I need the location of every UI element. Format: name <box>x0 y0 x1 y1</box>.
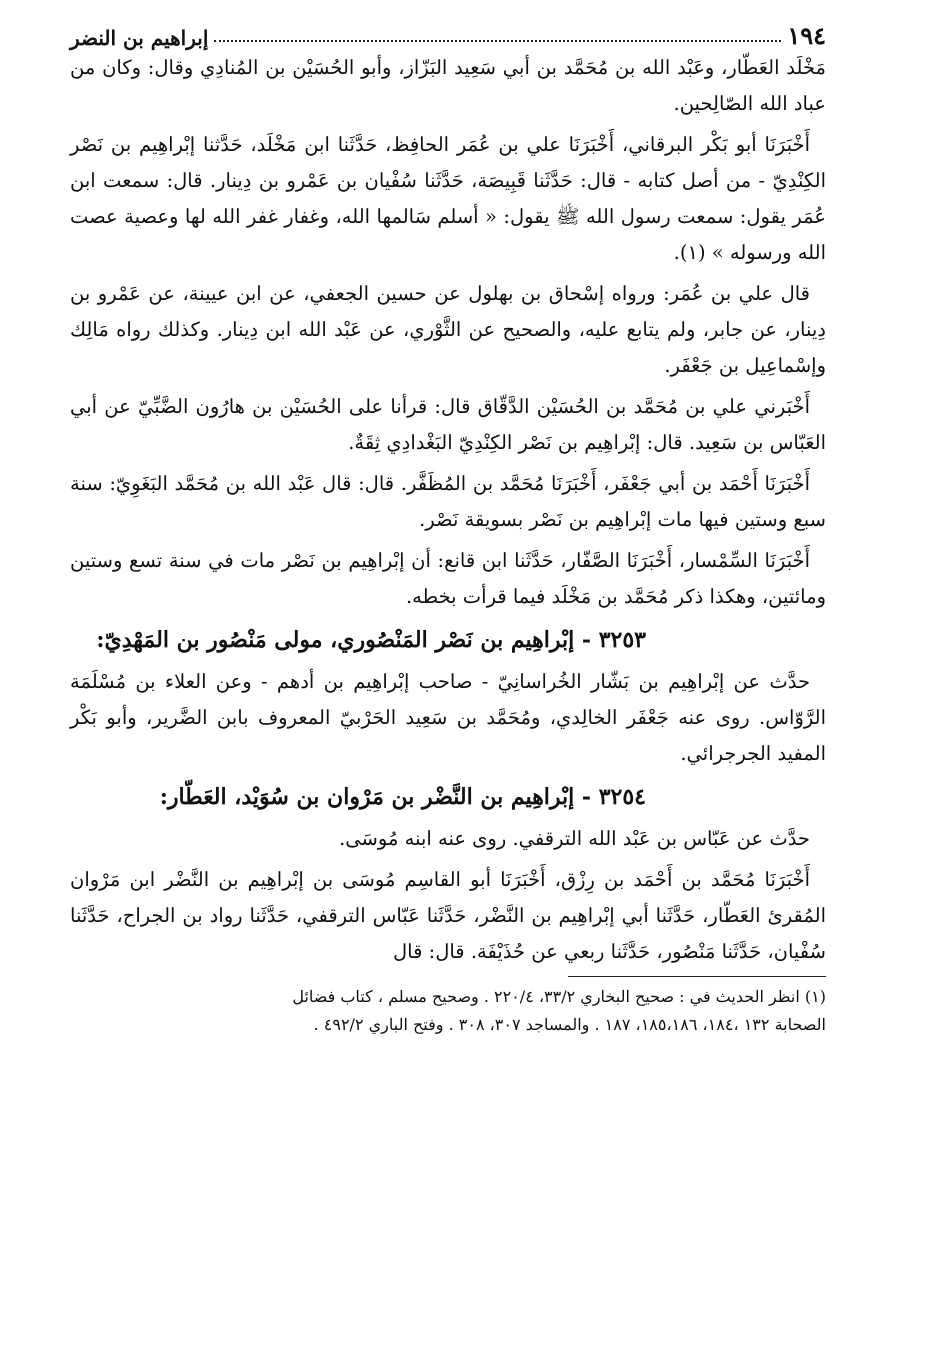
paragraph-3: قال علي بن عُمَر: ورواه إسْحاق بن بهلول عن حسين الجعفي، عن ابن عيينة، عن عَمْرو بن دِينار، عن جابر، ولم يتابع عليه، والصحيح عن الثَّوْري، عن عَبْد الله ابن دِينار. وكذلك رواه مَالِك وإسْماعِيل بن جَعْفَر. <box>70 282 826 377</box>
entry-heading-3253: ٣٢٥٣ - إبْراهِيم بن نَصْر المَنْصُوري، مولى مَنْصُور بن المَهْدِيّ: <box>96 627 646 653</box>
entry-3254-text-1: حدَّث عن عَبّاس بن عَبْد الله الترقفي. روى عنه ابنه مُوسَى. <box>339 827 810 850</box>
entry-3253-text: حدَّث عن إبْراهِيم بن بَشّار الخُراسانِيّ - صاحب إبْراهِيم بن أدهم - وعن العلاء بن مُسْلَمَة الرَّوّاس. روى عنه جَعْفَر الخالِدي، ومُحَمَّد بن سَعِيد الحَرْبيّ المعروف بابن الضَّرير، وأبو بَكْر المفيد الجرجرائي. <box>70 670 826 765</box>
running-title: إبراهيم بن النضر <box>70 26 209 50</box>
footnote <box>70 983 826 1039</box>
page-header <box>70 8 826 50</box>
header-dotted-leader <box>214 40 781 42</box>
paragraph-5: أَخْبَرَنَا أَحْمَد بن أبي جَعْفَر، أَخْبَرَنَا مُحَمَّد بن المُظَفَّر. قال: قال عَبْد الله بن مُحَمَّد البَغَوِيّ: سنة سبع وستين فيها مات إبْراهِيم بن نَصْر بسويقة نَصْر. <box>70 472 826 531</box>
paragraph-4: أَخْبَرني علي بن مُحَمَّد بن الحُسَيْن الدَّقّاق قال: قرأنا على الحُسَيْن بن هارُون الضَّبِّيّ عن أبي العَبّاس بن سَعِيد. قال: إبْراهِيم بن نَصْر الكِنْدِيّ البَغْدادِي ثِقَةٌ. <box>70 395 826 454</box>
entry-3254-text-2: أَخْبَرَنَا مُحَمَّد بن أَحْمَد بن رِزْق، أَخْبَرَنَا أبو القاسِم مُوسَى بن إبْراهِيم بن النَّضْر ابن مَرْوان المُقرئ العَطّار، حَدَّثَنا أبي إبْراهِيم بن النَّضْر، حَدَّثَنا عَبّاس الترقفي، حَدَّثَنا رواد بن الجراح، حَدَّثَنا سُفْيان، حَدَّثَنا مَنْصُور، حَدَّثَنا ربعي عن حُذَيْفَة. قال: قال <box>70 868 826 963</box>
entry-heading-3254: ٣٢٥٤ - إبْراهِيم بن النَّضْر بن مَرْوان بن سُوَيْد، العَطّار: <box>159 784 646 810</box>
page-number: ١٩٤ <box>787 21 826 50</box>
paragraph-1: مَخْلَد العَطّار، وعَبْد الله بن مُحَمَّد بن أبي سَعِيد البَزّاز، وأبو الحُسَيْن بن المُنادِي وقال: وكان من عباد الله الصّالِحين. <box>70 56 826 115</box>
book-page <box>70 8 826 1039</box>
paragraph-2: أَخْبَرَنَا أبو بَكْر البرقاني، أَخْبَرَنَا علي بن عُمَر الحافِظ، حَدَّثَنا ابن مَخْلَد، حَدَّثنا إبْراهِيم بن نَصْر الكِنْدِيّ - من أصل كتابه - قال: حَدَّثَنا قَبِيصَة، حَدَّثَنا سُفْيان بن عَمْرو بن دِينار. قال: سمعت ابن عُمَر يقول: سمعت رسول الله ﷺ يقول: « أسلم سَالمها الله، وغفار غفر الله لها وعصية عصت الله ورسوله » (١). <box>70 133 826 264</box>
footnote-line-2: الصحابة ١٣٢ ،١٨٤، ١٨٥،١٨٦، ١٨٧ . والمساجد ٣٠٧، ٣٠٨ . وفتح الباري ٤٩٢/٢ . <box>313 1015 826 1034</box>
footnote-separator <box>568 976 826 977</box>
paragraph-6: أَخْبَرَنَا السِّمْسار، أَخْبَرَنَا الصَّفّار، حَدَّثَنا ابن قانع: أن إبْراهِيم بن نَصْر مات في سنة تسع وستين ومائتين، وهكذا ذكر مُحَمَّد بن مَخْلَد فيما قرأت بخطه. <box>70 549 826 608</box>
footnote-line-1: (١) انظر الحديث في : صحيح البخاري ٣٣/٢، ٢٢٠/٤ . وصحيح مسلم ، كتاب فضائل <box>292 987 826 1006</box>
